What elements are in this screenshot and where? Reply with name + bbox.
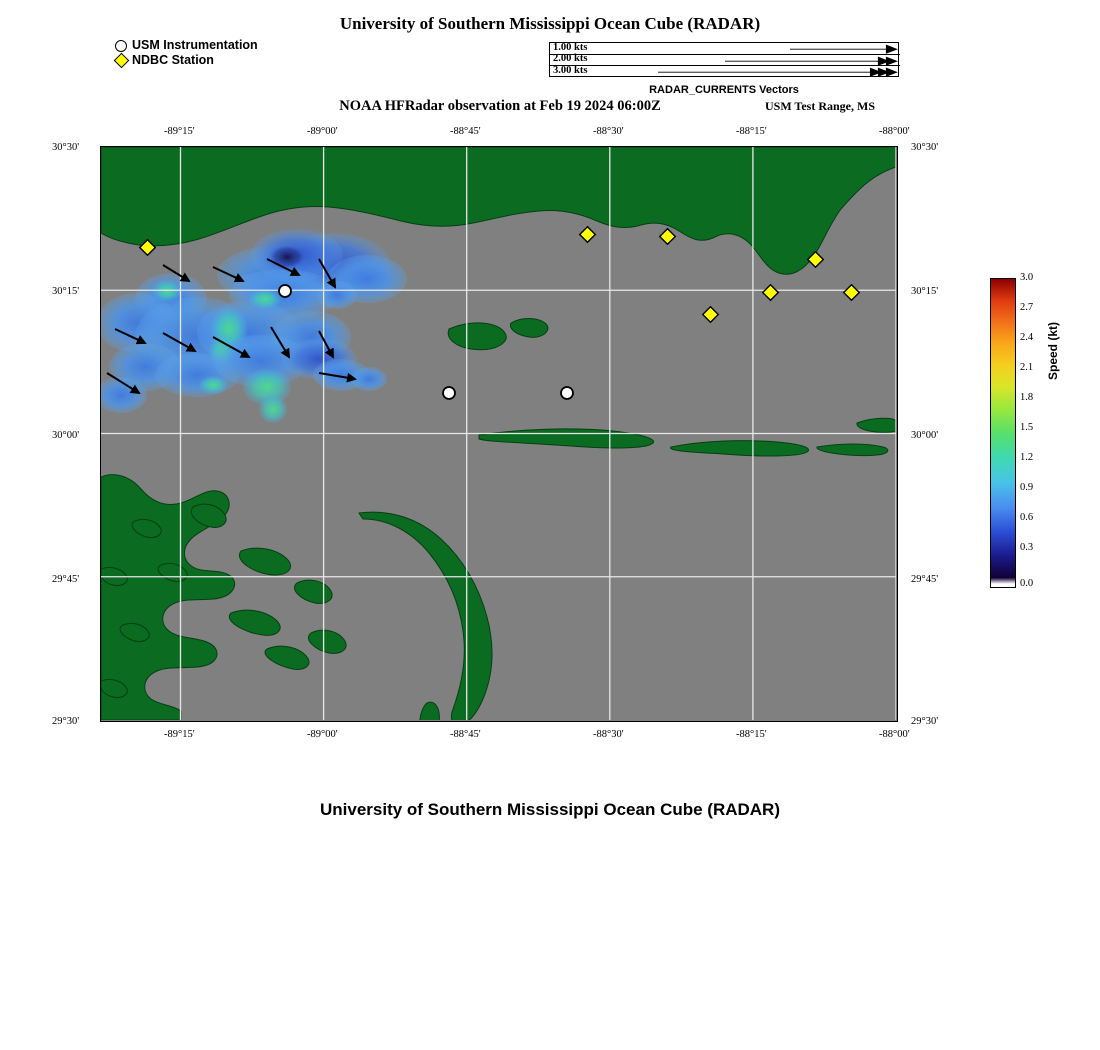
footer-title: University of Southern Mississippi Ocean Cube (RADAR) [319, 800, 780, 819]
vector-arrow-3kt-icon [550, 64, 900, 79]
yellow-diamond-icon [112, 53, 130, 68]
speed-colorbar [990, 278, 1016, 588]
vector-key-caption: RADAR_CURRENTS Vectors [649, 84, 799, 96]
axis-right-tick-1: 30°15' [911, 286, 939, 297]
symbol-legend [112, 38, 258, 68]
vector-key-row-1 [550, 43, 900, 55]
axis-top-tick-5: -88°00' [879, 126, 910, 137]
axis-right-tick-4: 29°30' [911, 716, 939, 727]
axis-top-tick-2: -88°45' [450, 126, 481, 137]
axis-bottom-tick-5: -88°00' [879, 729, 910, 740]
axis-right-tick-0: 30°30' [911, 142, 939, 153]
page-title: University of Southern Mississippi Ocean Cube (RADAR) [339, 14, 761, 33]
axis-left-tick-3: 29°45' [52, 574, 80, 585]
axis-left-tick-1: 30°15' [52, 286, 80, 297]
axis-top-tick-4: -88°15' [736, 126, 767, 137]
axis-bottom-tick-1: -89°00' [307, 729, 338, 740]
axis-right-tick-2: 30°00' [911, 430, 939, 441]
colorbar-tick-4: 1.8 [1020, 392, 1034, 403]
legend-item-ndbc-station [112, 53, 258, 68]
colorbar-tick-9: 0.3 [1020, 542, 1034, 553]
colorbar-tick-8: 0.6 [1020, 512, 1034, 523]
axis-bottom-tick-0: -89°15' [164, 729, 195, 740]
colorbar-tick-3: 2.1 [1020, 362, 1034, 373]
vector-key-row-2 [550, 54, 900, 66]
axis-left-tick-2: 30°00' [52, 430, 80, 441]
axis-top-tick-1: -89°00' [307, 126, 338, 137]
observation-subtitle: NOAA HFRadar observation at Feb 19 2024 06:00Z [339, 98, 661, 114]
vector-key-label-3: 3.00 kts [553, 64, 588, 76]
vector-key-label-2: 2.00 kts [553, 53, 588, 65]
axis-right-tick-3: 29°45' [911, 574, 939, 585]
legend-label-usm: USM Instrumentation [132, 38, 258, 52]
colorbar-tick-10: 0.0 [1020, 578, 1034, 589]
colorbar-tick-2: 2.4 [1020, 332, 1034, 343]
usm-station-marker[interactable] [279, 285, 291, 297]
colorbar-tick-6: 1.2 [1020, 452, 1034, 463]
usm-station-marker[interactable] [561, 387, 573, 399]
axis-bottom-tick-4: -88°15' [736, 729, 767, 740]
axis-top-tick-3: -88°30' [593, 126, 624, 137]
legend-item-usm-instrumentation [112, 38, 258, 53]
vector-scale-key [549, 42, 899, 77]
legend-label-ndbc: NDBC Station [132, 53, 214, 67]
range-label: USM Test Range, MS [764, 99, 875, 113]
colorbar-title: Speed (kt) [1046, 321, 1060, 380]
axis-bottom-tick-3: -88°30' [593, 729, 624, 740]
axis-left-tick-4: 29°30' [52, 716, 80, 727]
vector-key-row-3 [550, 66, 900, 78]
colorbar-tick-1: 2.7 [1020, 302, 1034, 313]
usm-station-marker[interactable] [443, 387, 455, 399]
axis-bottom-tick-2: -88°45' [450, 729, 481, 740]
axis-top-tick-0: -89°15' [164, 126, 195, 137]
vector-key-label-1: 1.00 kts [553, 42, 588, 53]
radar-map-canvas[interactable] [100, 146, 898, 722]
colorbar-tick-0: 3.0 [1020, 272, 1034, 283]
circle-outline-icon [112, 38, 130, 53]
colorbar-tick-5: 1.5 [1020, 422, 1034, 433]
colorbar-tick-7: 0.9 [1020, 482, 1034, 493]
axis-left-tick-0: 30°30' [52, 142, 80, 153]
